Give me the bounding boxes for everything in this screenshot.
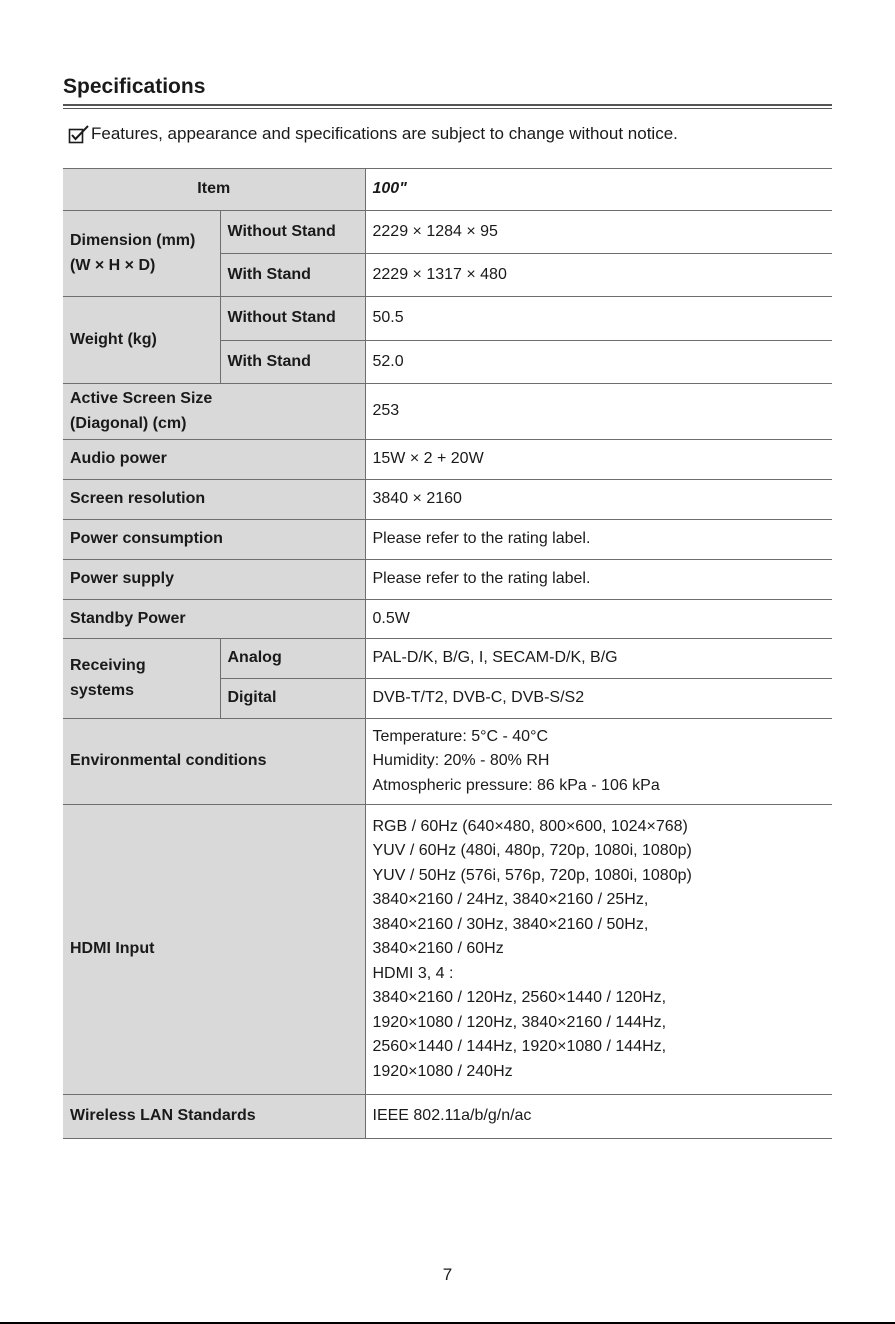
power-supply-label: Power supply bbox=[63, 560, 365, 600]
hdmi-line: 1920×1080 / 240Hz bbox=[372, 1062, 513, 1080]
environmental-line: Humidity: 20% - 80% RH bbox=[372, 752, 550, 770]
screen-resolution-value: 3840 × 2160 bbox=[365, 480, 832, 520]
weight-with-stand-label: With Stand bbox=[220, 341, 365, 384]
table-row bbox=[63, 211, 832, 254]
active-screen-label bbox=[63, 384, 365, 440]
receiving-label-line2: systems bbox=[70, 681, 135, 699]
hdmi-line: 3840×2160 / 30Hz, 3840×2160 / 50Hz, bbox=[372, 915, 649, 933]
power-consumption-value: Please refer to the rating label. bbox=[365, 520, 832, 560]
hdmi-line: 3840×2160 / 60Hz bbox=[372, 940, 504, 958]
receiving-digital-label: Digital bbox=[220, 679, 365, 719]
weight-without-stand-label: Without Stand bbox=[220, 297, 365, 341]
active-screen-label-line2: (Diagonal) (cm) bbox=[70, 414, 187, 432]
hdmi-line: YUV / 50Hz (576i, 576p, 720p, 1080i, 1080p) bbox=[372, 866, 692, 884]
notice-text: Features, appearance and specifications are subject to change without notice. bbox=[91, 124, 678, 143]
table-row bbox=[63, 384, 832, 440]
page-title: Specifications bbox=[63, 75, 206, 98]
wireless-lan-value: IEEE 802.11a/b/g/n/ac bbox=[365, 1095, 832, 1139]
hdmi-line: 3840×2160 / 24Hz, 3840×2160 / 25Hz, bbox=[372, 891, 649, 909]
table-row bbox=[63, 639, 832, 679]
audio-power-label: Audio power bbox=[63, 440, 365, 480]
environmental-label: Environmental conditions bbox=[63, 719, 365, 805]
dimension-without-stand-label: Without Stand bbox=[220, 211, 365, 254]
page-number: 7 bbox=[442, 1265, 453, 1284]
table-row bbox=[63, 480, 832, 520]
screen-resolution-label: Screen resolution bbox=[63, 480, 365, 520]
dimension-with-stand-label: With Stand bbox=[220, 254, 365, 297]
hdmi-line: 2560×1440 / 144Hz, 1920×1080 / 144Hz, bbox=[372, 1038, 667, 1056]
environmental-line: Atmospheric pressure: 86 kPa - 106 kPa bbox=[372, 776, 660, 794]
table-row bbox=[63, 520, 832, 560]
hdmi-line: YUV / 60Hz (480i, 480p, 720p, 1080i, 1080p) bbox=[372, 842, 692, 860]
receiving-analog-value: PAL-D/K, B/G, I, SECAM-D/K, B/G bbox=[365, 639, 832, 679]
hdmi-line: 3840×2160 / 120Hz, 2560×1440 / 120Hz, bbox=[372, 989, 667, 1007]
table-row bbox=[63, 560, 832, 600]
weight-label: Weight (kg) bbox=[63, 297, 220, 384]
weight-without-stand-value: 50.5 bbox=[365, 297, 832, 341]
dimension-label-line1: Dimension (mm) bbox=[70, 232, 196, 249]
hdmi-line: 1920×1080 / 120Hz, 3840×2160 / 144Hz, bbox=[372, 1013, 667, 1031]
active-screen-label-line1: Active Screen Size bbox=[70, 390, 213, 407]
specifications-table bbox=[63, 168, 832, 1139]
active-screen-value: 253 bbox=[365, 384, 832, 440]
receiving-analog-label: Analog bbox=[220, 639, 365, 679]
table-row bbox=[63, 805, 832, 1095]
table-row bbox=[63, 297, 832, 341]
receiving-digital-value: DVB-T/T2, DVB-C, DVB-S/S2 bbox=[365, 679, 832, 719]
header-item: Item bbox=[63, 169, 365, 211]
notice bbox=[68, 124, 678, 144]
hdmi-line: RGB / 60Hz (640×480, 800×600, 1024×768) bbox=[372, 817, 688, 835]
hdmi-line: HDMI 3, 4 : bbox=[372, 964, 454, 982]
standby-power-value: 0.5W bbox=[365, 600, 832, 639]
dimension-label bbox=[63, 211, 220, 297]
weight-with-stand-value: 52.0 bbox=[365, 341, 832, 384]
power-consumption-label: Power consumption bbox=[63, 520, 365, 560]
dimension-with-stand-value: 2229 × 1317 × 480 bbox=[365, 254, 832, 297]
environmental-value bbox=[365, 719, 832, 805]
hdmi-input-label: HDMI Input bbox=[63, 805, 365, 1095]
receiving-label-line1: Receiving bbox=[70, 657, 146, 674]
table-row bbox=[63, 600, 832, 639]
checkbox-checked-icon bbox=[68, 124, 90, 144]
table-header-row bbox=[63, 169, 832, 211]
receiving-label bbox=[63, 639, 220, 719]
dimension-without-stand-value: 2229 × 1284 × 95 bbox=[365, 211, 832, 254]
table-row bbox=[63, 1095, 832, 1139]
header-model: 100" bbox=[365, 169, 832, 211]
hdmi-input-value bbox=[365, 805, 832, 1095]
power-supply-value: Please refer to the rating label. bbox=[365, 560, 832, 600]
environmental-line: Temperature: 5°C - 40°C bbox=[372, 727, 549, 745]
title-divider bbox=[63, 104, 832, 109]
audio-power-value: 15W × 2 + 20W bbox=[365, 440, 832, 480]
standby-power-label: Standby Power bbox=[63, 600, 365, 639]
wireless-lan-label: Wireless LAN Standards bbox=[63, 1095, 365, 1139]
table-row bbox=[63, 719, 832, 805]
dimension-label-line2: (W × H × D) bbox=[70, 256, 156, 274]
table-row bbox=[63, 440, 832, 480]
